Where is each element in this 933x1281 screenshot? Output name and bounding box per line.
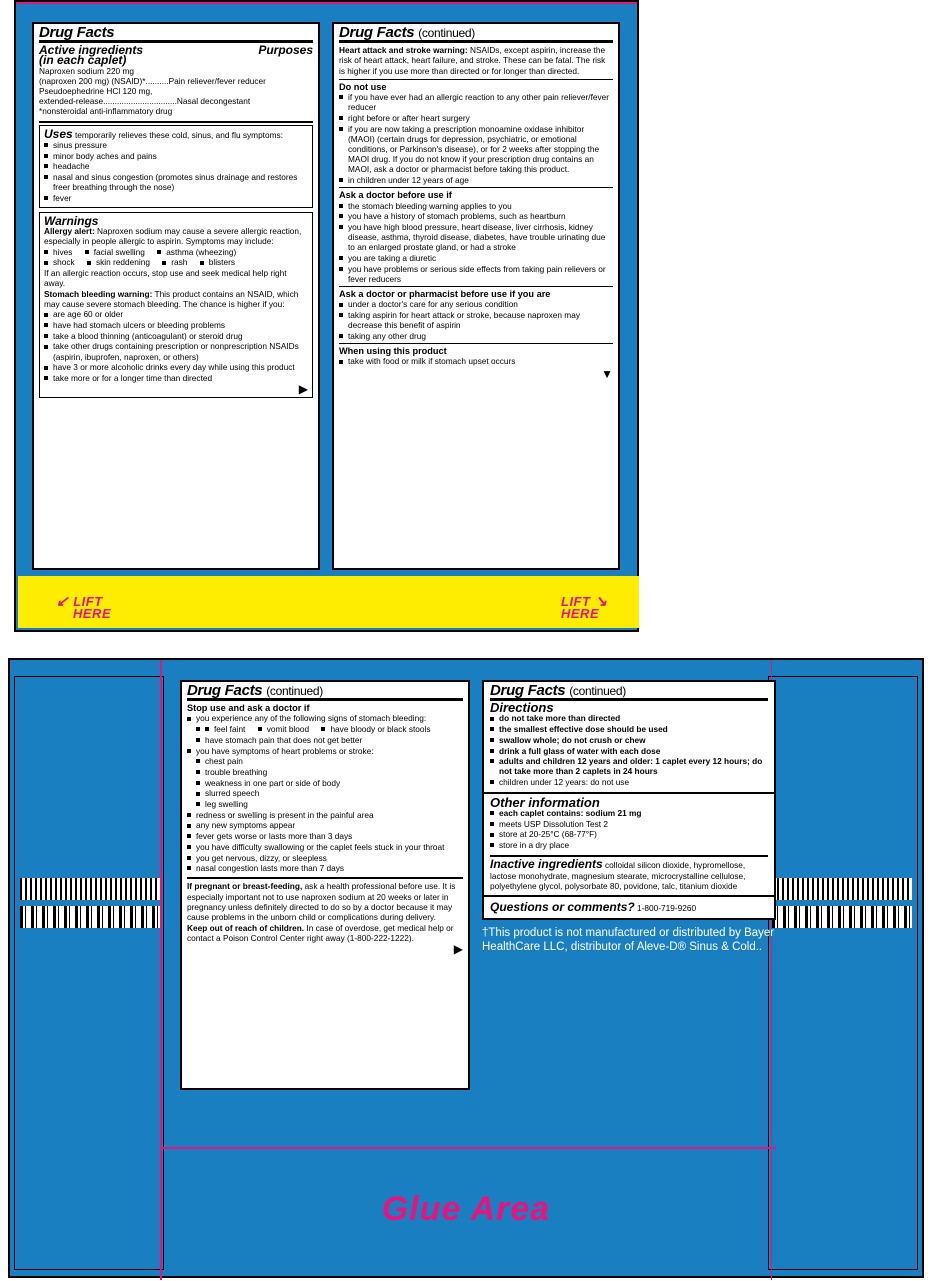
panel4-other-info-box <box>482 794 776 897</box>
allergy-symptom: facial swelling <box>85 247 145 257</box>
lift-label-line2-right: HERE <box>561 606 600 621</box>
panel4-title <box>490 682 768 699</box>
panel3-title-text: Drug Facts <box>187 682 263 699</box>
list-item-sub: have stomach pain that does not get better <box>187 735 463 745</box>
stomach-bleeding-text: This product contains an NSAID, which may cause severe stomach bleeding. The chance is higher if you: <box>44 288 299 310</box>
allergy-alert-text: Naproxen sodium may cause a severe allergic reaction, especially in people allergic to aspirin. Symptoms may include: <box>44 225 302 246</box>
uses-heading: Uses <box>44 126 73 141</box>
drug-facts-panel-1 <box>32 22 320 570</box>
list-item: minor body aches and pains <box>44 151 308 161</box>
uses-intro: temporarily relieves these cold, sinus, and flu symptoms: <box>75 129 283 140</box>
list-item: you have difficulty swallowing or the caplet feels stuck in your throat <box>187 842 463 852</box>
continue-arrow-right-icon: ▶ <box>298 381 308 396</box>
cut-line-top <box>16 2 637 4</box>
heart-warning-text: NSAIDs, except aspirin, increase the risk of heart attack, heart failure, and stroke. These can be fatal. The risk is higher if you use more than directed or for longer than directed. <box>339 45 606 76</box>
ask-pharmacist-heading: Ask a doctor or pharmacist before use if you are <box>339 289 551 300</box>
active-ingredients-heading: Active ingredients <box>39 43 144 58</box>
stop-use-heading: Stop use and ask a doctor if <box>187 703 310 714</box>
other-info-0: each caplet contains: sodium 21 mg <box>499 808 642 819</box>
glue-area-label: Glue Area <box>381 1190 551 1228</box>
lift-arrow-left-icon: ↙ <box>56 593 70 610</box>
other-information-heading: Other information <box>490 794 600 810</box>
list-item: nasal and sinus congestion (promotes sinus drainage and restores freer breathing through the nose) <box>44 172 308 192</box>
list-item-sub: chest pain <box>187 756 463 766</box>
list-item: if you are now taking a prescription monoamine oxidase inhibitor (MAOI) (certain drugs for depression, psychiatric, or emotional conditions, or Parkinson's disease), or for 2 weeks after stopping the MAOI drug. If you do not know if your prescription drug contains an MAOI, ask a doctor or pharmacist before taking this product. <box>339 124 613 175</box>
lift-label-line2: HERE <box>73 606 112 621</box>
list-item-sub: slurred speech <box>187 788 463 798</box>
list-item: any new symptoms appear <box>187 820 463 830</box>
list-item: under a doctor's care for any serious condition <box>339 299 613 309</box>
barcode-right-2 <box>772 906 912 928</box>
carton-top-panel <box>14 0 639 632</box>
allergy-symptom: shock <box>44 257 75 267</box>
panel2-title <box>339 24 613 41</box>
warnings-heading: Warnings <box>44 213 99 228</box>
list-item: redness or swelling is present in the painful area <box>187 810 463 820</box>
list-item: if you have ever had an allergic reaction to any other pain reliever/fever reducer <box>339 92 613 112</box>
panel1-title: Drug Facts <box>39 24 115 41</box>
list-item-sub: leg swelling <box>187 799 463 809</box>
warnings-box <box>39 212 313 398</box>
ingredient-line-1: (naproxen 200 mg) (NSAID)*..........Pain reliever/fever reducer <box>39 75 266 86</box>
left-flap <box>14 676 164 1270</box>
list-item: taking any other drug <box>339 331 613 341</box>
carton-bottom-panel <box>8 658 924 1278</box>
list-item: fever gets worse or lasts more than 3 days <box>187 831 463 841</box>
ask-doctor-list <box>339 201 613 285</box>
barcode-left-2 <box>20 906 160 928</box>
list-item: taking aspirin for heart attack or stroke, because naproxen may decrease this benefit of aspirin <box>339 310 613 330</box>
stop-use-list <box>187 713 463 873</box>
ingredient-line-0: Naproxen sodium 220 mg <box>39 65 135 76</box>
lift-arrow-right-icon: ↘ <box>594 593 608 610</box>
allergy-symptom: hives <box>44 247 72 257</box>
ingredient-line-4: *nonsteroidal anti-inflammatory drug <box>39 106 173 117</box>
lift-here-right <box>561 593 608 621</box>
inactive-ingredients-text: colloidal silicon dioxide, hypromellose, lactose monohydrate, magnesium stearate, microcrystalline cellulose, polyethylene glycol, polysorbate 80, povidone, talc, titanium dioxide <box>490 860 746 891</box>
list-item: children under 12 years: do not use <box>490 777 768 787</box>
list-item: the smallest effective dose should be used <box>490 724 768 734</box>
list-item: are age 60 or older <box>44 309 308 319</box>
panel2-title-text: Drug Facts <box>339 24 415 41</box>
lift-here-left <box>56 593 112 621</box>
inactive-ingredients-heading: Inactive ingredients <box>490 857 603 872</box>
list-item: you have problems or serious side effects from taking pain relievers or fever reducers <box>339 264 613 284</box>
list-item: nasal congestion lasts more than 7 days <box>187 863 463 873</box>
right-flap <box>768 676 918 1270</box>
when-using-heading: When using this product <box>339 346 447 357</box>
drug-facts-panel-3 <box>180 680 470 1090</box>
list-item-sub <box>187 724 463 734</box>
questions-heading: Questions or comments? <box>490 899 635 914</box>
when-using-list <box>339 356 613 366</box>
panel4-questions-box <box>482 897 776 920</box>
list-item: take a blood thinning (anticoagulant) or steroid drug <box>44 331 308 341</box>
trademark-footnote: †This product is not manufactured or distributed by Bayer HealthCare LLC, distributor of Aleve-D® Sinus & Cold.. <box>482 927 775 954</box>
list-item: store in a dry place <box>490 840 768 850</box>
drug-facts-panel-2 <box>332 22 620 570</box>
barcode-right-1 <box>772 878 912 900</box>
panel2-title-cont: (continued) <box>418 26 475 40</box>
panel3-title <box>187 682 463 699</box>
sub-bullet: vomit blood <box>258 724 309 734</box>
list-item: you have symptoms of heart problems or stroke: <box>187 746 463 756</box>
do-not-use-heading: Do not use <box>339 81 387 92</box>
sub-bullet: feel faint <box>205 724 245 734</box>
fold-line-left <box>160 660 162 1280</box>
uses-box <box>39 125 313 208</box>
list-item: have had stomach ulcers or bleeding problems <box>44 320 308 330</box>
ingredient-line-2: Pseudoephedrine HCl 120 mg, <box>39 86 153 97</box>
list-item: headache <box>44 161 308 171</box>
list-item: have 3 or more alcoholic drinks every day while using this product <box>44 362 308 372</box>
fold-line-glue <box>160 1147 776 1149</box>
uses-list <box>44 140 308 203</box>
list-item: you get nervous, dizzy, or sleepless <box>187 853 463 863</box>
list-item: take other drugs containing prescription or nonprescription NSAIDs (aspirin, ibuprofen, naproxen, or others) <box>44 341 308 361</box>
list-item: sinus pressure <box>44 140 308 150</box>
barcode-left-1 <box>20 878 160 900</box>
keep-out-of-reach-text: In case of overdose, get medical help or contact a Poison Control Center right away (1-800-222-1222). <box>187 923 454 944</box>
list-item: take with food or milk if stomach upset occurs <box>339 356 613 366</box>
stomach-bleeding-label: Stomach bleeding warning: <box>44 288 153 299</box>
allergy-alert-label: Allergy alert: <box>44 225 95 236</box>
sub-bullet: have bloody or black stools <box>321 724 430 734</box>
list-item: the stomach bleeding warning applies to you <box>339 201 613 211</box>
stomach-risk-list <box>44 309 308 383</box>
lift-label-line1: LIFT <box>73 594 103 609</box>
list-item: adults and children 12 years and older: 1 caplet every 12 hours; do not take more than 2 caplets in 24 hours <box>490 756 768 776</box>
list-item-sub: weakness in one part or side of body <box>187 778 463 788</box>
list-item: right before or after heart surgery <box>339 113 613 123</box>
list-item: you have a history of stomach problems, such as heartburn <box>339 211 613 221</box>
list-item: you are taking a diuretic <box>339 253 613 263</box>
allergy-note: If an allergic reaction occurs, stop use and seek medical help right away. <box>44 267 287 288</box>
list-item: you experience any of the following signs of stomach bleeding: <box>187 713 463 723</box>
continue-arrow-right-icon-2: ▶ <box>453 941 463 956</box>
list-item: store at 20-25°C (68-77°F) <box>490 829 768 839</box>
ask-doctor-heading: Ask a doctor before use if <box>339 190 452 201</box>
yellow-lift-strip <box>18 576 639 628</box>
drug-facts-panel-4 <box>482 680 776 954</box>
pregnancy-label: If pregnant or breast-feeding, <box>187 881 303 892</box>
list-item: in children under 12 years of age <box>339 175 613 185</box>
list-item: swallow whole; do not crush or chew <box>490 735 768 745</box>
keep-out-of-reach-label: Keep out of reach of children. <box>187 923 305 934</box>
other-information-list <box>490 808 768 850</box>
panel3-title-cont: (continued) <box>266 684 323 698</box>
list-item: meets USP Dissolution Test 2 <box>490 819 768 829</box>
continue-arrow-down-icon: ▼ <box>601 366 613 381</box>
list-item: drink a full glass of water with each dose <box>490 746 768 756</box>
allergy-symptom: blisters <box>200 257 235 267</box>
list-item-sub: trouble breathing <box>187 767 463 777</box>
panel4-title-cont: (continued) <box>569 684 626 698</box>
list-item: you have high blood pressure, heart disease, liver cirrhosis, kidney disease, asthma, thyroid disease, diabetes, have trouble urinating due to an enlarged prostate gland, or had a stroke <box>339 222 613 253</box>
panel4-directions-box <box>482 680 776 794</box>
do-not-use-list <box>339 92 613 185</box>
list-item: do not take more than directed <box>490 713 768 723</box>
ask-pharmacist-list <box>339 299 613 341</box>
purposes-heading: Purposes <box>258 43 313 58</box>
directions-list <box>490 713 768 787</box>
list-item <box>490 808 768 818</box>
allergy-symptom: skin reddening <box>87 257 150 267</box>
panel4-title-text: Drug Facts <box>490 682 566 699</box>
active-ingredients-sub: (in each caplet) <box>39 53 127 68</box>
allergy-symptom: rash <box>162 257 187 267</box>
lift-label-line1-right: LIFT <box>561 594 591 609</box>
heart-warning-label: Heart attack and stroke warning: <box>339 45 468 56</box>
list-item: take more or for a longer time than directed <box>44 373 308 383</box>
list-item: fever <box>44 193 308 203</box>
pregnancy-text: ask a health professional before use. It is especially important not to use naproxen sodium at 20 weeks or later in pregnancy unless definitely directed to do so by a doctor because it may cause problems in the unborn child or complications during delivery. <box>187 881 456 923</box>
ingredient-line-3: extended-release................................Nasal decongestant <box>39 96 251 107</box>
questions-phone[interactable]: 1-800-719-9260 <box>637 902 697 913</box>
allergy-symptom: asthma (wheezing) <box>157 247 236 257</box>
directions-heading: Directions <box>490 700 554 716</box>
